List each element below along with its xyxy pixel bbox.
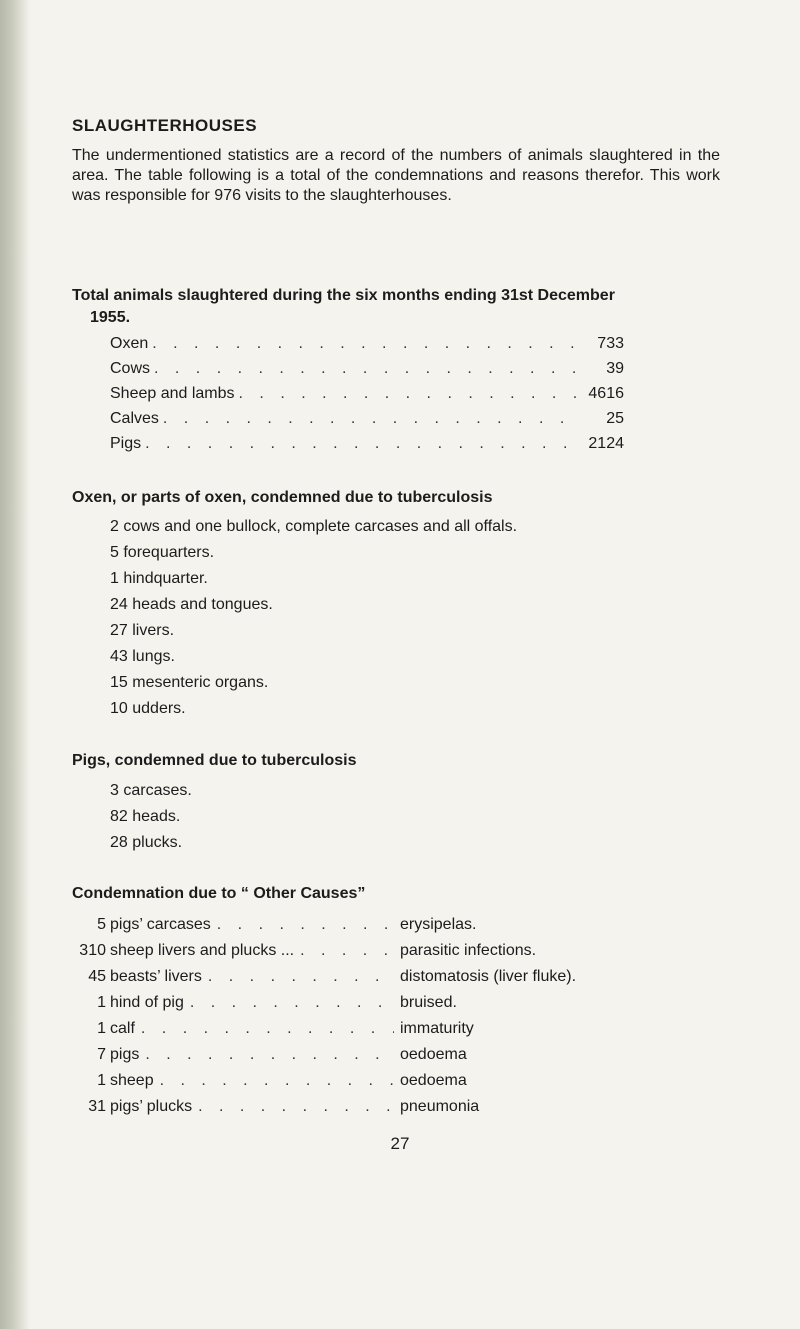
totals-row-label: Sheep and lambs <box>110 385 235 402</box>
condemnation-row <box>72 1072 772 1098</box>
totals-row-sheep <box>110 385 624 409</box>
totals-row-label: Oxen <box>110 335 149 352</box>
totals-heading <box>72 285 732 329</box>
totals-row-calves <box>110 410 624 434</box>
leader-dots <box>160 1072 394 1090</box>
condemnation-desc: pigs’ carcases <box>110 916 211 933</box>
condemnation-desc-cell <box>110 1072 400 1090</box>
section-heading: SLAUGHTERHOUSES <box>72 116 258 135</box>
totals-row-label: Calves <box>110 410 159 427</box>
condemnation-desc: sheep livers and plucks ... <box>110 942 295 959</box>
condemnation-desc: hind of pig <box>110 994 184 1011</box>
totals-row-value: 4616 <box>588 385 624 402</box>
condemnation-reason: immaturity <box>400 1020 474 1037</box>
list-item: 82 heads. <box>110 808 181 825</box>
condemnation-desc-cell <box>110 968 400 986</box>
condemnation-desc-cell <box>110 994 400 1012</box>
condemnation-reason: pneumonia <box>400 1098 480 1115</box>
condemnation-row <box>72 968 772 994</box>
list-item: 15 mesenteric organs. <box>110 674 269 691</box>
totals-row-label: Pigs <box>110 435 142 452</box>
condemnation-qty: 31 <box>88 1098 106 1115</box>
list-item: 27 livers. <box>110 622 175 639</box>
leader-dots <box>300 942 394 960</box>
other-causes-heading: Condemnation due to “ Other Causes” <box>72 885 366 902</box>
totals-row-cows <box>110 360 624 384</box>
list-item: 10 udders. <box>110 700 186 717</box>
condemnation-desc-cell <box>110 1046 400 1064</box>
condemnation-desc: sheep <box>110 1072 154 1089</box>
condemnation-row <box>72 1020 772 1046</box>
totals-row-value: 2124 <box>588 435 624 452</box>
list-item: 2 cows and one bullock, complete carcases and all offals. <box>110 518 518 535</box>
leader-dots <box>239 385 576 403</box>
totals-heading-year: 1955. <box>90 309 131 326</box>
condemnation-desc: pigs <box>110 1046 140 1063</box>
condemnation-row <box>72 1098 772 1124</box>
condemnation-reason: bruised. <box>400 994 457 1011</box>
condemnation-desc: calf <box>110 1020 135 1037</box>
list-item: 5 forequarters. <box>110 544 215 561</box>
totals-row-pigs <box>110 435 624 459</box>
condemnation-qty: 1 <box>97 1020 106 1037</box>
leader-dots <box>145 1046 394 1064</box>
condemnation-qty: 1 <box>97 994 106 1011</box>
list-item: 3 carcases. <box>110 782 192 799</box>
condemnation-qty: 45 <box>88 968 106 985</box>
condemnation-reason: distomatosis (liver fluke). <box>400 968 577 985</box>
condemnation-row <box>72 994 772 1020</box>
leader-dots <box>208 968 394 986</box>
condemnation-row <box>72 942 772 968</box>
condemnation-desc: beasts’ livers <box>110 968 202 985</box>
list-item: 1 hindquarter. <box>110 570 208 587</box>
totals-row-value: 39 <box>606 360 624 377</box>
condemnation-desc-cell <box>110 942 400 960</box>
condemnation-qty: 5 <box>97 916 106 933</box>
condemnation-qty: 1 <box>97 1072 106 1089</box>
page-number: 27 <box>390 1134 410 1153</box>
leader-dots <box>141 1020 394 1038</box>
condemnation-reason: oedoema <box>400 1072 467 1089</box>
list-item: 28 plucks. <box>110 834 183 851</box>
leader-dots <box>190 994 394 1012</box>
condemnation-qty: 7 <box>97 1046 106 1063</box>
leader-dots <box>217 916 394 934</box>
condemnation-desc: pigs’ plucks <box>110 1098 193 1115</box>
leader-dots <box>154 360 576 378</box>
leader-dots <box>198 1098 394 1116</box>
condemnation-row <box>72 1046 772 1072</box>
condemnation-reason: oedoema <box>400 1046 467 1063</box>
condemnation-desc-cell <box>110 916 400 934</box>
leader-dots <box>163 410 576 428</box>
leader-dots <box>152 335 576 353</box>
totals-row-value: 25 <box>606 410 624 427</box>
totals-row-value: 733 <box>597 335 624 352</box>
list-item: 43 lungs. <box>110 648 175 665</box>
list-item: 24 heads and tongues. <box>110 596 273 613</box>
condemnation-desc-cell <box>110 1098 400 1116</box>
pigs-tb-heading: Pigs, condemned due to tuberculosis <box>72 752 357 769</box>
condemnation-reason: parasitic infections. <box>400 942 537 959</box>
oxen-tb-heading: Oxen, or parts of oxen, condemned due to tuberculosis <box>72 489 493 506</box>
totals-row-oxen <box>110 335 624 359</box>
totals-row-label: Cows <box>110 360 151 377</box>
condemnation-row <box>72 916 772 942</box>
intro-paragraph: The undermentioned statistics are a record of the numbers of animals slaughtered in the area. The table following is a total of the condemnations and reasons therefor. This work was responsible for 976 visits to the slaughterhouses. <box>72 147 720 204</box>
condemnation-qty: 310 <box>79 942 106 959</box>
condemnation-reason: erysipelas. <box>400 916 477 933</box>
totals-heading-text: Total animals slaughtered during the six months ending 31st December <box>72 287 615 304</box>
condemnation-desc-cell <box>110 1020 400 1038</box>
leader-dots <box>145 435 576 453</box>
